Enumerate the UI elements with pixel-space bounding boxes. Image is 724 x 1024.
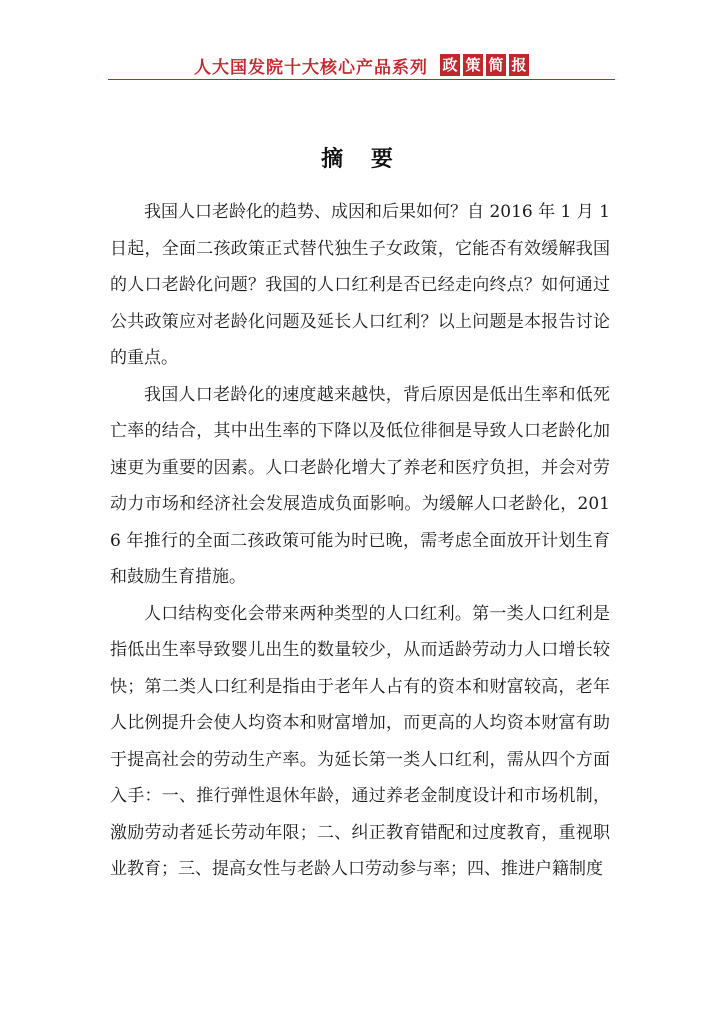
badge-char: 政	[440, 54, 460, 76]
paragraph: 我国人口老龄化的速度越来越快，背后原因是低出生率和低死亡率的结合，其中出生率的下降以及低位徘徊是导致人口老龄化加速更为重要的因素。人口老龄化增大了养老和医疗负担，并会对劳动力市场和经济社会发展造成负面影响。为缓解人口老龄化，2016 年推行的全面二孩政策可能为时已晚，需考虑全面放开计划生育和鼓励生育措施。	[110, 384, 610, 587]
badge-char: 简	[486, 54, 506, 76]
header-divider	[108, 79, 615, 80]
page-header	[108, 50, 615, 80]
abstract-title: 摘 要	[321, 146, 403, 172]
paragraph: 我国人口老龄化的趋势、成因和后果如何？自 2016 年 1 月 1 日起，全面二孩政策正式替代独生子女政策，它能否有效缓解我国的人口老龄化问题？我国的人口红利是否已经走向终点？如何通过公共政策应对老龄化问题及延长人口红利？以上问题是本报告讨论的重点。	[110, 202, 610, 368]
brief-badges	[440, 54, 529, 76]
badge-char: 策	[463, 54, 483, 76]
paragraph: 人口结构变化会带来两种类型的人口红利。第一类人口红利是指低出生率导致婴儿出生的数量较少，从而适龄劳动力人口增长较快；第二类人口红利是指由于老年人占有的资本和财富较高，老年人比例提升会使人均资本和财富增加，而更高的人均资本财富有助于提高社会的劳动生产率。为延长第一类人口红利，需从四个方面入手：一、推行弹性退休年龄，通过养老金制度设计和市场机制，激励劳动者延长劳动年限；二、纠正教育错配和过度教育，重视职业教育；三、提高女性与老龄人口劳动参与率；四、推进户籍制度	[110, 603, 610, 879]
series-title: 人大国发院十大核心产品系列	[194, 57, 428, 78]
badge-char: 报	[509, 54, 529, 76]
abstract-body	[110, 194, 610, 888]
